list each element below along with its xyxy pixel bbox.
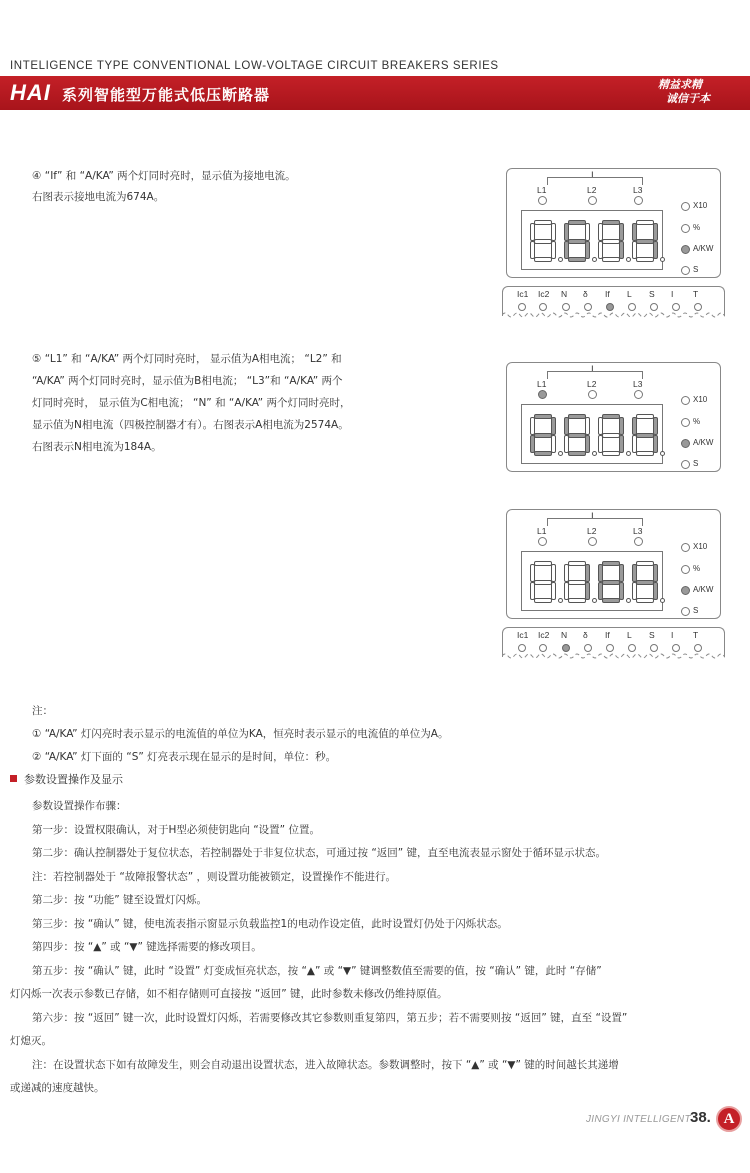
torn-edge-wave xyxy=(502,310,725,320)
lamp-label-l3: L3 xyxy=(633,185,643,195)
side-lamp-label: % xyxy=(693,417,701,426)
side-lamp-label: S xyxy=(693,265,699,274)
segment-g xyxy=(568,239,586,244)
seven-segment-display xyxy=(521,210,663,270)
indicator-lamp-l2 xyxy=(588,196,597,205)
step-line: 第六步：按 “返回” 键一次，此时设置灯闪烁，若需要修改其它参数则重复第四，第五步；若不需要则按 “返回” 键，直至 “设置” xyxy=(32,1011,628,1024)
segment-e xyxy=(598,435,603,453)
section-5-line: 右图表示N相电流为184A。 xyxy=(32,441,162,453)
segment-b xyxy=(585,417,590,435)
indicator-lamp-side xyxy=(681,266,690,275)
section-badge: A xyxy=(716,1106,742,1132)
decimal-point xyxy=(660,257,665,262)
decimal-point xyxy=(626,257,631,262)
display-digit xyxy=(598,561,624,603)
indicator-lamp-side xyxy=(681,224,690,233)
segment-a xyxy=(636,561,654,566)
segment-c xyxy=(551,241,556,259)
display-digit xyxy=(530,220,556,262)
step-line: 第二步：确认控制器处于复位状态，若控制器处于非复位状态，可通过按 “返回” 键，直至电流表显示窗处于循环显示状态。 xyxy=(32,847,607,859)
bottom-lamp-label: Ic1 xyxy=(517,630,529,640)
segment-c xyxy=(653,582,658,600)
lamp-label-l3: L3 xyxy=(633,526,643,536)
side-lamp-label: X10 xyxy=(693,201,708,210)
segment-d xyxy=(602,257,620,262)
steps-intro: 参数设置操作布骤： xyxy=(32,800,127,812)
bottom-lamp-label: I xyxy=(671,289,674,299)
slogan xyxy=(650,78,710,106)
indicator-lamp-side xyxy=(681,543,690,552)
decimal-point xyxy=(592,451,597,456)
display-digit xyxy=(530,561,556,603)
indicator-lamp-side xyxy=(681,396,690,405)
indicator-lamp-l2 xyxy=(588,390,597,399)
segment-g xyxy=(534,580,552,585)
segment-e xyxy=(530,582,535,600)
note-2: ② “A/KA” 灯下面的 “S” 灯亮表示现在显示的是时间，单位：秒。 xyxy=(32,751,337,763)
display-digit xyxy=(530,414,556,456)
phase-bracket xyxy=(547,177,643,185)
segment-e xyxy=(564,241,569,259)
segment-c xyxy=(653,435,658,453)
bottom-lamp-label: L xyxy=(627,630,632,640)
indicator-lamp-side xyxy=(681,586,690,595)
segment-d xyxy=(534,451,552,456)
side-lamp-label: % xyxy=(693,564,701,573)
segment-d xyxy=(568,598,586,603)
section-5-line: 灯同时亮时， 显示值为C相电流； “N” 和 “A/KA” 两个灯同时亮时， xyxy=(32,397,351,409)
indicator-lamp-side xyxy=(681,418,690,427)
param-section-heading xyxy=(10,771,123,787)
display-digit xyxy=(564,561,590,603)
section-4-line: 右图表示接地电流为674A。 xyxy=(32,191,165,203)
section-4-line: ④ “If” 和 “A/KA” 两个灯同时亮时，显示值为接地电流。 xyxy=(32,170,296,182)
segment-b xyxy=(551,417,556,435)
controller-panel-ground-current xyxy=(506,168,721,306)
bottom-lamp-label: Ic2 xyxy=(538,289,550,299)
indicator-lamp-l1 xyxy=(538,196,547,205)
bottom-lamp-label: δ xyxy=(583,289,588,299)
segment-b xyxy=(619,417,624,435)
torn-edge-wave xyxy=(502,651,725,661)
segment-e xyxy=(632,582,637,600)
segment-b xyxy=(619,564,624,582)
side-lamp-label: X10 xyxy=(693,395,708,404)
side-lamp-label: A/KW xyxy=(693,585,714,594)
section-5-line: “A/KA” 两个灯同时亮时，显示值为B相电流； “L3”和 “A/KA” 两个 xyxy=(32,375,343,387)
notes-block xyxy=(32,700,449,769)
display-digit xyxy=(632,414,658,456)
display-digit xyxy=(598,220,624,262)
segment-d xyxy=(602,451,620,456)
segment-e xyxy=(530,241,535,259)
segment-d xyxy=(636,257,654,262)
segment-b xyxy=(551,564,556,582)
bottom-lamp-label: δ xyxy=(583,630,588,640)
indicator-lamp-l3 xyxy=(634,196,643,205)
display-digit xyxy=(598,414,624,456)
decimal-point xyxy=(558,257,563,262)
step-line-cont: 灯熄灭。 xyxy=(10,1035,52,1047)
segment-c xyxy=(653,241,658,259)
segment-b xyxy=(551,223,556,241)
bottom-lamp-label: Ic1 xyxy=(517,289,529,299)
decimal-point xyxy=(558,598,563,603)
wave-line xyxy=(502,313,725,317)
phase-bracket xyxy=(547,518,643,526)
segment-a xyxy=(534,220,552,225)
segment-d xyxy=(568,257,586,262)
display-digit xyxy=(564,220,590,262)
decimal-point xyxy=(558,451,563,456)
side-lamp-label: A/KW xyxy=(693,438,714,447)
segment-a xyxy=(602,414,620,419)
segment-b xyxy=(653,417,658,435)
slogan-line-1: 精益求精 xyxy=(658,78,702,91)
segment-g xyxy=(568,433,586,438)
segment-e xyxy=(598,241,603,259)
segment-g xyxy=(602,580,620,585)
bottom-lamp-label: L xyxy=(627,289,632,299)
segment-b xyxy=(585,564,590,582)
page-number: 38. xyxy=(690,1109,711,1126)
segment-a xyxy=(568,561,586,566)
bottom-lamp-label: I xyxy=(671,630,674,640)
footer-brand: JINGYI INTELLIGENT xyxy=(586,1114,691,1125)
current-i-label: I xyxy=(591,365,594,375)
wave-line xyxy=(502,654,725,658)
section-5-line: 显示值为N相电流（四极控制器才有）。右图表示A相电流为2574A。 xyxy=(32,419,349,431)
phase-bracket xyxy=(547,371,643,379)
segment-a xyxy=(534,561,552,566)
display-digit xyxy=(632,220,658,262)
segment-g xyxy=(534,433,552,438)
param-steps xyxy=(10,795,740,1101)
segment-d xyxy=(568,451,586,456)
step-line: 第四步：按 “▲” 或 “▼” 键选择需要的修改项目。 xyxy=(32,941,262,953)
step-note-cont: 或递减的速度越快。 xyxy=(10,1082,105,1094)
heading-square-icon xyxy=(10,775,17,782)
bottom-lamp-label: N xyxy=(561,630,568,640)
segment-a xyxy=(636,220,654,225)
decimal-point xyxy=(592,598,597,603)
section-4-text xyxy=(32,166,296,208)
segment-c xyxy=(551,582,556,600)
segment-b xyxy=(653,223,658,241)
lamp-label-l1: L1 xyxy=(537,379,547,389)
segment-a xyxy=(602,561,620,566)
segment-g xyxy=(568,580,586,585)
param-section-title: 参数设置操作及显示 xyxy=(24,773,123,786)
controller-panel-neutral-current xyxy=(506,509,721,647)
segment-c xyxy=(619,582,624,600)
series-title-en: INTELIGENCE TYPE CONVENTIONAL LOW-VOLTAGE CIRCUIT BREAKERS SERIES xyxy=(10,60,499,72)
segment-g xyxy=(636,580,654,585)
segment-d xyxy=(534,598,552,603)
segment-e xyxy=(564,435,569,453)
lamp-label-l2: L2 xyxy=(587,379,597,389)
bottom-lamp-label: T xyxy=(693,630,699,640)
step-line-cont: 灯闪烁一次表示参数已存储，如不相存储则可直接按 “返回” 键，此时参数未修改仍维持原值。 xyxy=(10,988,448,1000)
segment-e xyxy=(632,241,637,259)
indicator-lamp-side xyxy=(681,565,690,574)
controller-panel-phase-a-current xyxy=(506,362,721,476)
bottom-lamp-label: If xyxy=(605,630,610,640)
panel-frame xyxy=(506,509,721,619)
indicator-lamp-l1 xyxy=(538,537,547,546)
indicator-lamp-l3 xyxy=(634,390,643,399)
lamp-label-l3: L3 xyxy=(633,379,643,389)
panel-frame xyxy=(506,362,721,472)
segment-g xyxy=(534,239,552,244)
panel-frame xyxy=(506,168,721,278)
segment-c xyxy=(585,241,590,259)
lamp-label-l2: L2 xyxy=(587,526,597,536)
side-lamp-label: A/KW xyxy=(693,244,714,253)
brand-logo: HAI xyxy=(10,80,51,105)
side-lamp-label: S xyxy=(693,459,699,468)
section-5-text xyxy=(32,348,350,458)
seven-segment-display xyxy=(521,551,663,611)
lamp-label-l1: L1 xyxy=(537,526,547,536)
step-line: 第五步：按 “确认” 键，此时 “设置” 灯变成恒亮状态，按 “▲” 或 “▼” 键调整数值至需要的值，按 “确认” 键，此时 “存储” xyxy=(32,964,602,977)
current-i-label: I xyxy=(591,512,594,522)
decimal-point xyxy=(626,451,631,456)
notes-title: 注： xyxy=(32,705,53,717)
display-digit xyxy=(632,561,658,603)
header-bar xyxy=(0,76,750,110)
indicator-lamp-side xyxy=(681,439,690,448)
indicator-lamp-side xyxy=(681,460,690,469)
segment-c xyxy=(585,582,590,600)
segment-a xyxy=(636,414,654,419)
step-note: 注：若控制器处于 “故障报警状态” ，则设置功能被锁定，设置操作不能进行。 xyxy=(32,870,397,883)
side-lamp-label: S xyxy=(693,606,699,615)
indicator-lamp-side xyxy=(681,245,690,254)
step-line: 第二步：按 “功能” 键至设置灯闪烁。 xyxy=(32,894,208,906)
segment-d xyxy=(636,598,654,603)
indicator-lamp-l1 xyxy=(538,390,547,399)
segment-g xyxy=(636,433,654,438)
decimal-point xyxy=(660,451,665,456)
segment-g xyxy=(602,433,620,438)
decimal-point xyxy=(660,598,665,603)
segment-b xyxy=(653,564,658,582)
page-title: 系列智能型万能式低压断路器 xyxy=(62,86,271,104)
segment-e xyxy=(530,435,535,453)
segment-d xyxy=(602,598,620,603)
seven-segment-display xyxy=(521,404,663,464)
segment-a xyxy=(568,414,586,419)
lamp-label-l1: L1 xyxy=(537,185,547,195)
step-line: 第一步：设置权限确认，对于H型必须使钥匙向 “设置” 位置。 xyxy=(32,823,320,836)
segment-a xyxy=(568,220,586,225)
step-note: 注：在设置状态下如有故障发生，则会自动退出设置状态，进入故障状态。参数调整时，按下 “▲” 或 “▼” 键的时间越长其递增 xyxy=(32,1058,619,1071)
segment-g xyxy=(636,239,654,244)
segment-e xyxy=(564,582,569,600)
segment-b xyxy=(619,223,624,241)
decimal-point xyxy=(592,257,597,262)
indicator-lamp-l3 xyxy=(634,537,643,546)
note-1: ① “A/KA” 灯闪亮时表示显示的电流值的单位为KA，恒亮时表示显示的电流值的单位为A。 xyxy=(32,728,449,740)
segment-e xyxy=(598,582,603,600)
indicator-lamp-side xyxy=(681,202,690,211)
segment-d xyxy=(534,257,552,262)
indicator-lamp-side xyxy=(681,607,690,616)
bottom-lamp-label: N xyxy=(561,289,568,299)
bottom-lamp-label: S xyxy=(649,289,655,299)
segment-g xyxy=(602,239,620,244)
side-lamp-label: % xyxy=(693,223,701,232)
slogan-line-2: 诚信于本 xyxy=(666,92,710,105)
segment-b xyxy=(585,223,590,241)
display-digit xyxy=(564,414,590,456)
segment-a xyxy=(534,414,552,419)
segment-e xyxy=(632,435,637,453)
bottom-lamp-label: If xyxy=(605,289,610,299)
segment-a xyxy=(602,220,620,225)
step-line: 第三步：按 “确认” 键，使电流表指示窗显示负载监控1的电动作设定值，此时设置灯仍处于闪烁状态。 xyxy=(32,917,508,930)
section-5-line: ⑤ “L1” 和 “A/KA” 两个灯同时亮时， 显示值为A相电流； “L2” 和 xyxy=(32,353,342,365)
side-lamp-label: X10 xyxy=(693,542,708,551)
segment-d xyxy=(636,451,654,456)
segment-c xyxy=(585,435,590,453)
indicator-lamp-l2 xyxy=(588,537,597,546)
bottom-lamp-label: S xyxy=(649,630,655,640)
segment-c xyxy=(551,435,556,453)
bottom-lamp-label: Ic2 xyxy=(538,630,550,640)
decimal-point xyxy=(626,598,631,603)
segment-c xyxy=(619,435,624,453)
bottom-lamp-label: T xyxy=(693,289,699,299)
current-i-label: I xyxy=(591,171,594,181)
lamp-label-l2: L2 xyxy=(587,185,597,195)
segment-c xyxy=(619,241,624,259)
